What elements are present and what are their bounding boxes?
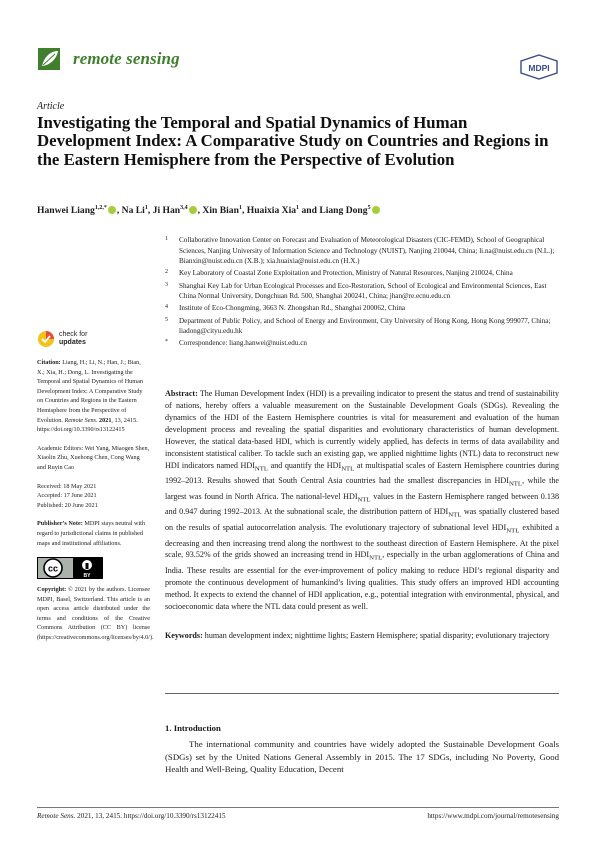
affiliation-text: Institute of Eco-Chongming, 3663 N. Zhongshan Rd., Shanghai 200062, China <box>179 304 406 313</box>
author-affiliation-marker: 1 <box>144 205 148 211</box>
subscript-ntl: NTL <box>341 465 355 473</box>
paper-title: Investigating the Temporal and Spatial Dynamics of Human Development Index: A Comparative Study on Countries and Regions in the Eastern Hemisphere from the Perspective of Evolution <box>37 113 549 169</box>
sidebar <box>37 330 154 652</box>
keywords <box>165 630 559 642</box>
affiliation-text: Department of Public Policy, and School of Energy and Environment, City University of Hong Kong, Hong Kong 999077, China; liadong@cityu.edu.hk <box>179 316 551 336</box>
journal-logo[interactable] <box>37 46 180 72</box>
citation-year: 2021 <box>97 416 112 424</box>
section-heading: 1. Introduction <box>165 723 221 733</box>
article-type: Article <box>37 101 65 112</box>
affiliation-text: Collaborative Innovation Center on Forecast and Evaluation of Meteorological Disasters (CIC-FEMD), School of Geographical Sciences, Nanjing University of Information Science and Technology (NUIST), Nanjing 210044, China; li.na@nuist.edu.cn (N.L.); Bianxin@nuist.edu.cn (X.B.); xia.huaixia@nuist.edu.cn (H.X.) <box>179 236 555 266</box>
copyright-block <box>37 585 154 643</box>
publisher-note-label: Publisher’s Note: <box>37 520 83 528</box>
author-separator: , <box>147 205 153 217</box>
leaf-icon <box>37 46 69 72</box>
mdpi-logo[interactable] <box>519 54 559 80</box>
author-separator: and <box>299 205 320 217</box>
affiliation-text: Key Laboratory of Coastal Zone Exploitation and Protection, Ministry of Natural Resources, Nanjing 210024, China <box>179 269 513 278</box>
author-affiliation-marker: 1 <box>296 205 300 211</box>
affiliation-item <box>165 303 559 314</box>
subscript-ntl: NTL <box>357 496 371 504</box>
footer-doi-link[interactable]: 2021, 13, 2415. https://doi.org/10.3390/rs13122415 <box>75 812 226 820</box>
affiliation-number: 2 <box>165 269 168 276</box>
affiliation-text: Correspondence: liang.hanwei@nuist.edu.cn <box>179 339 307 348</box>
affiliation-item <box>165 338 559 349</box>
abstract-text: The Human Development Index (HDI) is a prevailing indicator to present the status and trend of sustainability of nations, hereby offers a valuable measurement on the Sustainable Development Goals (SDGs). Revealing the dynamics of the HDI of the Eastern Hemisphere countries is vital for measurement and evaluation of the human development process and revealing the spatial disparities and evolutionary characteristics of human development. However, the statical data-based HDI, which is currently widely applied, has defects in terms of data availability and inconsistent statistical caliber. To tackle such an existing gap, we applied nighttime lights (NTL) data to reconstruct new HDI indicators named HDI <box>165 389 559 470</box>
subscript-ntl: NTL <box>369 555 383 563</box>
author-affiliation-marker: 1 <box>238 205 242 211</box>
received-date: Received: 18 May 2021 <box>37 482 97 490</box>
abstract-text: , while the largest was found in North Africa. The national-level HDI <box>165 476 559 501</box>
author-name: Liang Dong <box>319 205 368 217</box>
citation-block <box>37 358 150 435</box>
author-name: Xin Bian <box>202 205 239 217</box>
svg-text:BY: BY <box>83 573 91 580</box>
academic-editors: Academic Editors: Wei Yang, Miaogen Shen, Xiaolin Zhu, Xuehong Chen, Cong Wang and Ruyin Cao <box>37 444 150 471</box>
footer-citation <box>37 812 226 820</box>
dates-block <box>37 482 150 511</box>
subscript-ntl: NTL <box>254 465 269 473</box>
affiliation-item <box>165 316 559 337</box>
author-name: Na Li <box>121 205 145 217</box>
abstract-text: was spatially clustered based on the results of spatial autocorrelation analysis. The evolutionary trajectory of subnational level HDI <box>165 507 559 532</box>
check-for-updates-button[interactable] <box>37 330 150 348</box>
author-affiliation-marker: 1,2,* <box>94 205 107 211</box>
publisher-name: MDPI <box>528 63 550 73</box>
cc-by-license-icon[interactable] <box>37 557 103 579</box>
affiliation-number: 1 <box>165 236 168 242</box>
footer-divider <box>37 807 559 808</box>
author-separator: , <box>241 205 247 217</box>
affiliation-item <box>165 268 559 279</box>
subscript-ntl: NTL <box>508 480 523 488</box>
publisher-note <box>37 519 150 548</box>
page-header <box>37 46 559 78</box>
check-updates-line2: updates <box>59 339 86 346</box>
keywords-text: human development index; nighttime lights; Eastern Hemisphere; spatial disparity; evolutionary trajectory <box>202 631 550 640</box>
publisher-note-text: MDPI stays neutral with regard to jurisdictional claims in published maps and institutional affiliations. <box>37 520 145 547</box>
citation-text: Liang, H.; Li, N.; Han, J.; Bian, X.; Xia, H.; Dong, L. Investigating the Temporal and Spatial Dynamics of Human Development Index: A Comparative Study on Countries and Regions in the Eastern Hemisphere from the Perspective of Evolution. <box>37 359 143 424</box>
copyright-label: Copyright: <box>37 586 67 594</box>
check-updates-line1: check for <box>59 331 88 338</box>
author-name: Ji Han <box>152 205 181 217</box>
subscript-ntl: NTL <box>506 527 520 535</box>
keywords-label: Keywords: <box>165 631 203 640</box>
published-date: Published: 20 June 2021 <box>37 501 98 509</box>
abstract <box>165 388 559 613</box>
author-list <box>37 205 559 216</box>
citation-doi-link[interactable]: , 13, 2415. https://doi.org/10.3390/rs13122415 <box>37 416 138 434</box>
affiliation-number: 4 <box>165 304 168 311</box>
author-name: Huaixia Xia <box>246 205 297 217</box>
abstract-text: , especially in the urban agglomerations of China and India. These results are essential for the ever-improvement of policy making to reduce HDI’s regional disparity and promote the continuous development of humankind’s living qualities. This study offers an improved HDI accounting method. It expects to extend the channel of HDI application, e.g., potential integration with environmental, physical, and socioeconomic data where the NTL data could present as well. <box>165 550 559 611</box>
citation-label: Citation: <box>37 359 61 366</box>
footer-journal-url[interactable]: https://www.mdpi.com/journal/remotesensing <box>427 812 559 820</box>
abstract-text: at multispatial scales of Eastern Hemisphere countries during 1992–2013. Results showed that South Central Asia countries had the smallest discrepancies in HDI <box>165 460 559 486</box>
affiliation-item <box>165 281 559 302</box>
journal-name: remote sensing <box>73 49 180 68</box>
affiliation-number: 3 <box>165 281 168 288</box>
author-affiliation-marker: 3,4 <box>180 205 188 211</box>
orcid-icon[interactable] <box>189 206 197 214</box>
affiliation-number: 5 <box>165 316 168 323</box>
abstract-text: exhibited a decreasing and then increasing trend along the northwest to the southeast direction of Eastern Hemisphere. At the pixel scale, 93.52% of the grids showed an increasing trend in HDI <box>165 522 559 560</box>
check-updates-icon <box>37 330 55 348</box>
affiliation-text: Shanghai Key Lab for Urban Ecological Processes and Eco-Restoration, School of Ecological and Environmental Sciences, East China Normal University, Dongchuan Rd. 500, Shanghai 200241, China; jhan@re.ecnu.edu.cn <box>179 281 547 301</box>
author-affiliation-marker: 5 <box>367 205 371 211</box>
introduction-paragraph: The international community and countries have widely adopted the Sustainable Development Goals (SDGs) set by the United Nations General Assembly in 2015. The 17 SDGs, including No Poverty, Good Health and Well-Being, Quality Education, Decent <box>165 739 559 775</box>
orcid-icon[interactable] <box>108 206 116 214</box>
svg-text:cc: cc <box>47 563 59 574</box>
footer-journal: Remote Sens. <box>37 812 76 820</box>
abstract-label: Abstract: <box>165 389 198 398</box>
affiliation-item <box>165 235 559 267</box>
accepted-date: Accepted: 17 June 2021 <box>37 492 97 500</box>
author-name: Hanwei Liang <box>37 205 95 217</box>
copyright-text: © 2021 by the authors. Licensee MDPI, Basel, Switzerland. This article is an open access article distributed under the terms and conditions of the Creative Commons Attribution (CC BY) license (https://creativecommons.org/licenses/by/4.0/). <box>37 586 154 642</box>
author-separator: , <box>197 205 203 217</box>
abstract-text: values in the Eastern Hemisphere ranged between 0.138 and 0.947 during 1992–2013. At the subnational scale, the distribution pattern of HDI <box>165 491 560 517</box>
subscript-ntl: NTL <box>448 512 462 520</box>
orcid-icon[interactable] <box>372 206 380 214</box>
affiliation-number: * <box>165 339 168 346</box>
citation-journal: Remote Sens. <box>64 416 98 424</box>
author-separator: , <box>116 205 122 217</box>
section-divider <box>165 693 559 694</box>
affiliations <box>165 235 559 351</box>
abstract-text: and quantify the HDI <box>268 460 342 470</box>
